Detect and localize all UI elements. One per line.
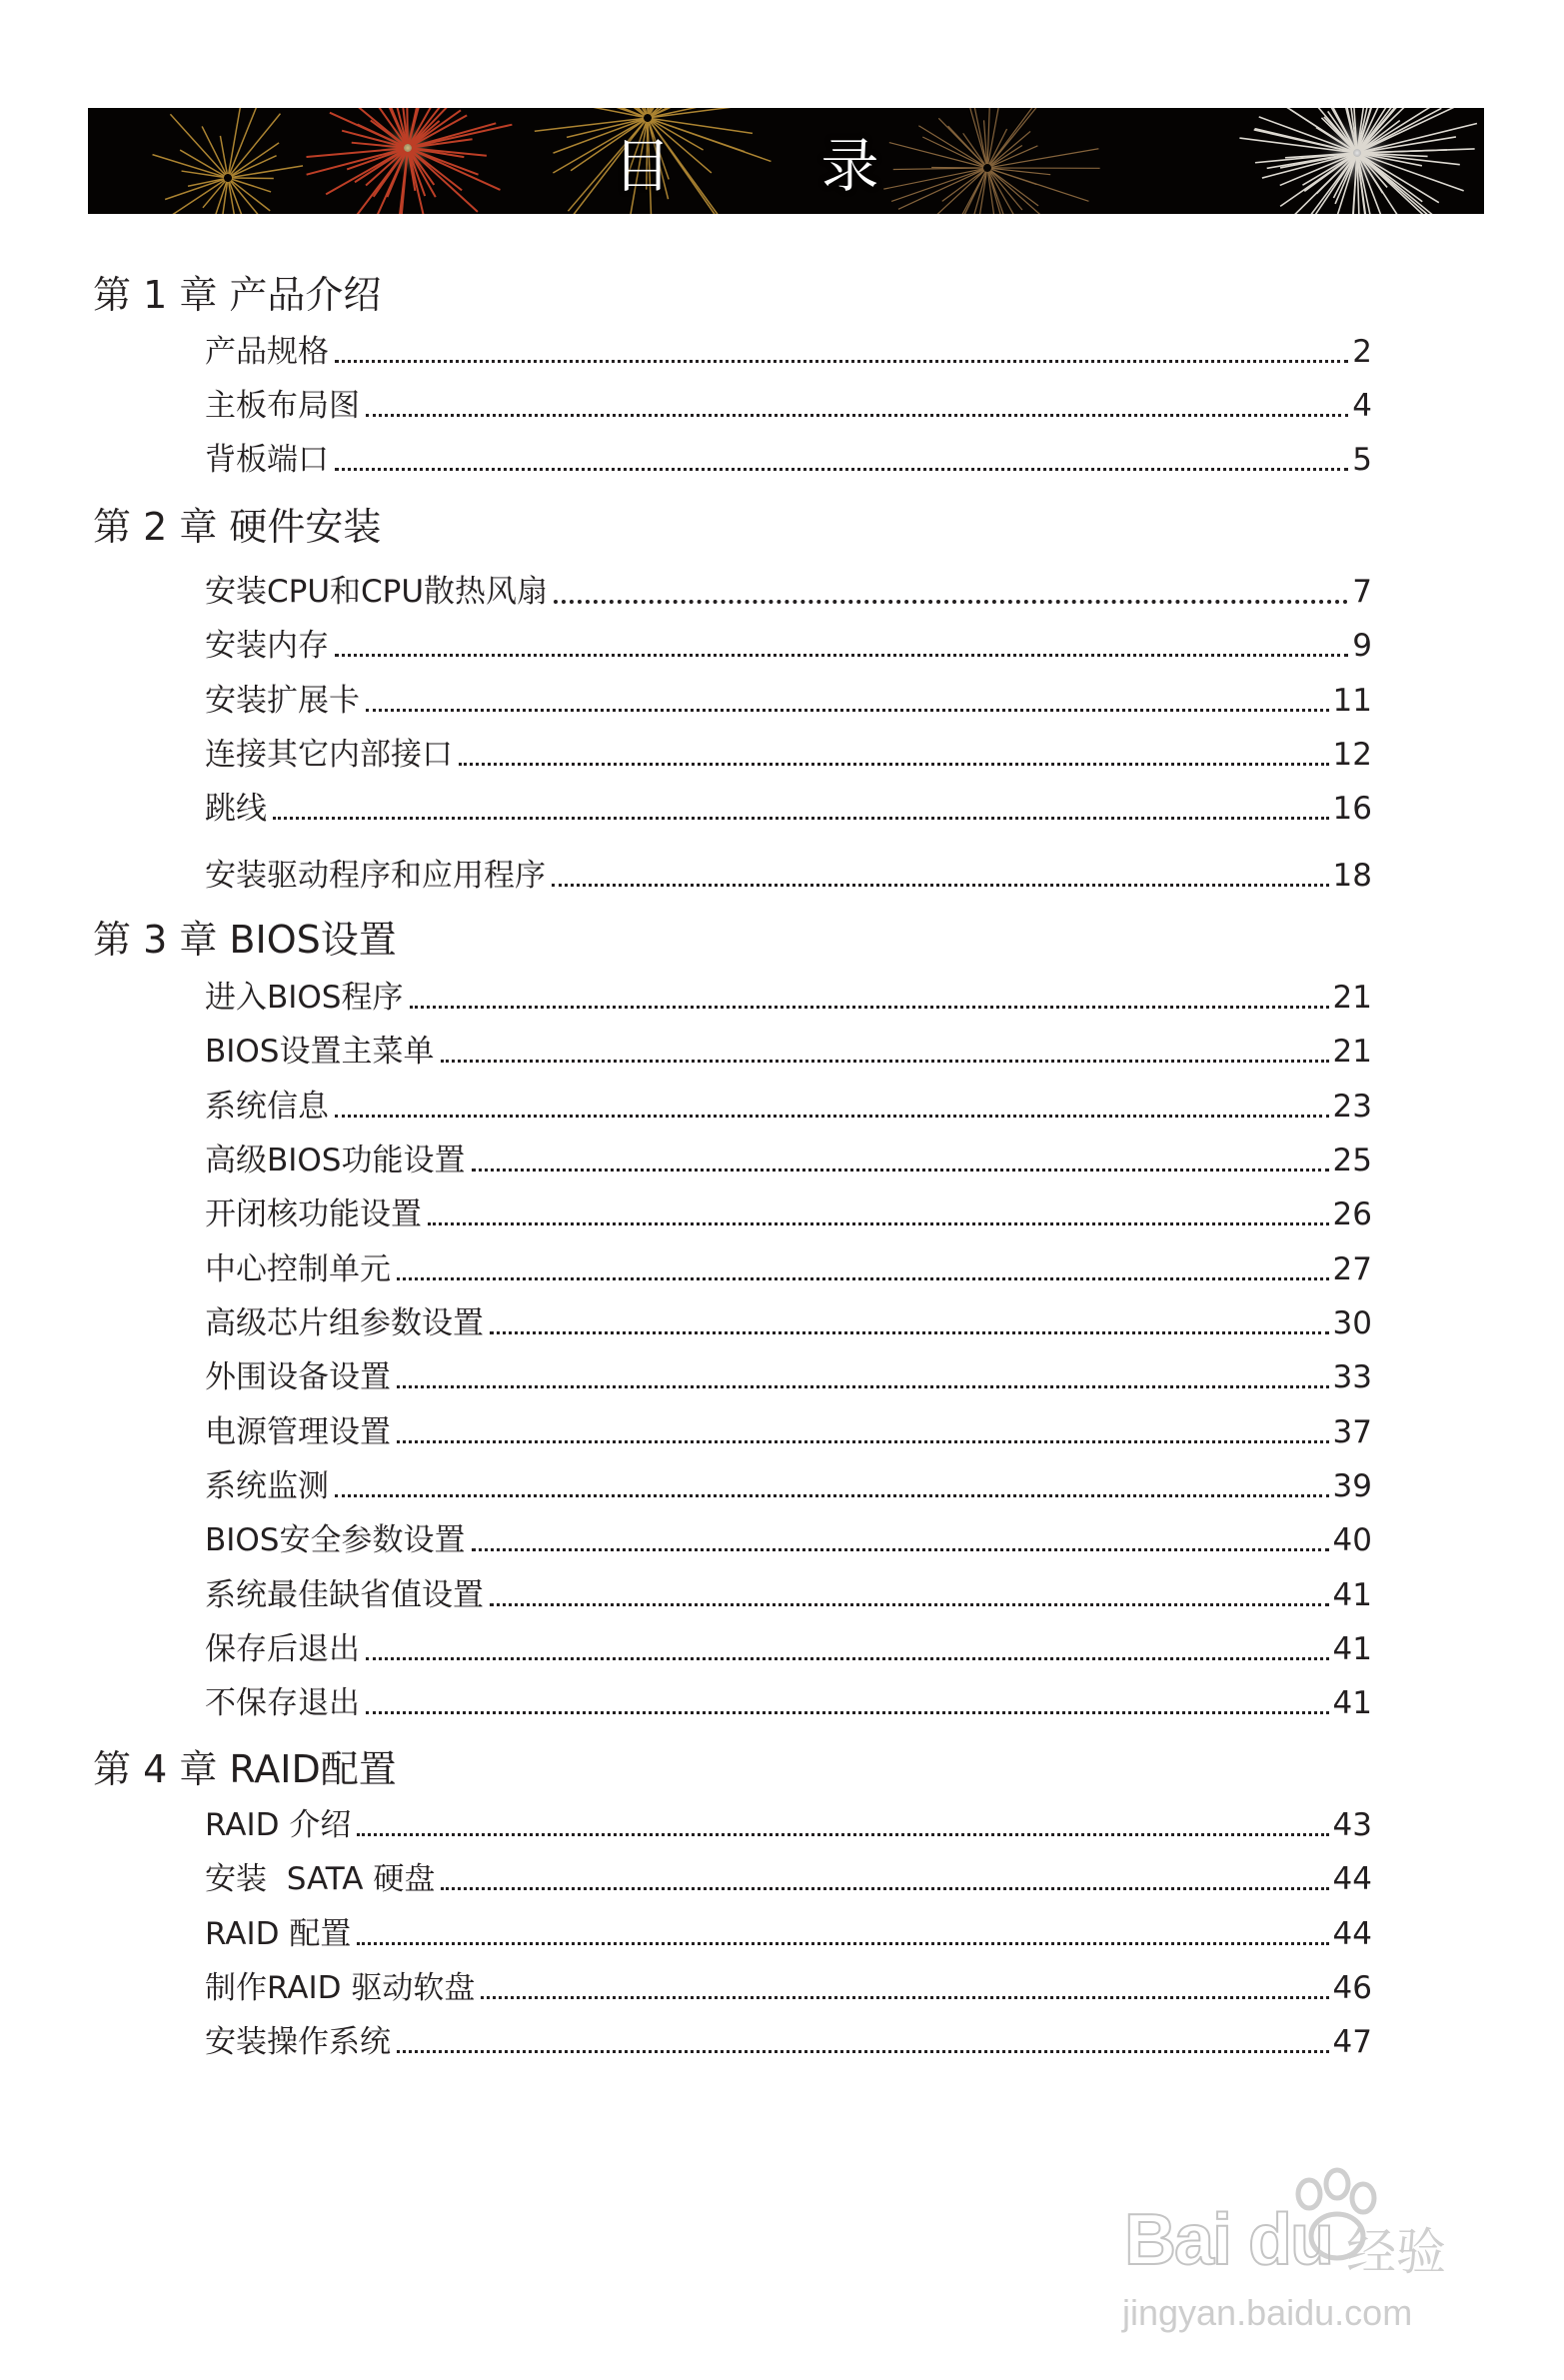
entry-page: 25 [1332,1143,1372,1179]
entry-page: 21 [1332,1034,1372,1070]
toc-entry[interactable] [205,1857,1372,1901]
dot-leader [366,1657,1329,1660]
dot-leader [335,654,1348,657]
jingyan-text: 经验 [1346,2223,1446,2281]
title-char-1: 目 [613,132,672,200]
entry-page: 39 [1332,1468,1372,1504]
toc-entry[interactable] [205,1301,1372,1345]
entry-label: 背板端口 [205,442,329,478]
toc-entry[interactable] [205,1355,1372,1399]
entry-page: 30 [1332,1305,1372,1341]
entry-page: 9 [1352,628,1372,664]
toc-entry[interactable] [205,854,1372,898]
toc-entry[interactable] [205,1030,1372,1074]
entry-page: 41 [1332,1685,1372,1721]
dot-leader [472,1548,1329,1551]
title-char-2: 录 [820,132,879,200]
entry-label: 外围设备设置 [205,1359,391,1395]
dot-leader [428,1222,1329,1225]
toc-entry[interactable] [205,1966,1372,2010]
entry-page: 16 [1332,791,1372,827]
entry-page: 7 [1352,574,1372,610]
entry-label: 安装CPU和CPU散热风扇 [205,574,549,610]
toc-entry[interactable] [205,570,1372,614]
dot-leader [397,2050,1329,2053]
entry-label: BIOS安全参数设置 [205,1522,466,1558]
entry-page: 40 [1332,1522,1372,1558]
entry-page: 46 [1332,1970,1372,2006]
entry-page: 41 [1332,1631,1372,1667]
toc-entry[interactable] [205,1247,1372,1291]
dot-leader [472,1169,1329,1172]
entry-label: 制作RAID 驱动软盘 [205,1970,476,2006]
baidu-watermark [1114,2164,1494,2354]
toc-entry[interactable] [205,1573,1372,1617]
watermark-url: jingyan.baidu.com [1122,2292,1413,2333]
entry-label: 开闭核功能设置 [205,1196,422,1232]
dot-leader [366,1711,1329,1714]
toc-entry[interactable] [205,1464,1372,1508]
entry-page: 4 [1352,388,1372,424]
entry-page: 33 [1332,1359,1372,1395]
dot-leader [357,1833,1328,1836]
entry-label: 产品规格 [205,334,329,370]
entry-page: 44 [1332,1861,1372,1897]
dot-leader [273,817,1329,820]
entry-page: 43 [1332,1807,1372,1843]
dot-leader [490,1603,1329,1606]
entry-label: BIOS设置主菜单 [205,1034,435,1070]
dot-leader [357,1942,1328,1945]
chapter-1-heading: 第 1 章 产品介绍 [93,273,382,317]
dot-leader [397,1385,1329,1388]
entry-page: 27 [1332,1251,1372,1287]
entry-label: 安装扩展卡 [205,683,360,719]
toc-entry[interactable] [205,2020,1372,2064]
entry-label: 系统最佳缺省值设置 [205,1577,484,1613]
toc-entry[interactable] [205,1518,1372,1562]
toc-entry[interactable] [205,679,1372,723]
entry-label: 系统信息 [205,1089,329,1125]
entry-page: 44 [1332,1916,1372,1952]
dot-leader [441,1060,1329,1063]
entry-label: 保存后退出 [205,1631,360,1667]
entry-label: 中心控制单元 [205,1251,391,1287]
toc-entry[interactable] [205,624,1372,668]
toc-entry[interactable] [205,1803,1372,1847]
entry-page: 26 [1332,1196,1372,1232]
toc-entry[interactable] [205,1192,1372,1236]
entry-page: 47 [1332,2024,1372,2060]
entry-label: 安装 SATA 硬盘 [205,1861,436,1897]
dot-leader [481,1996,1328,1999]
dot-leader [335,1115,1329,1118]
entry-label: 安装操作系统 [205,2024,391,2060]
toc-entry[interactable] [205,733,1372,777]
dot-leader [554,600,1348,604]
entry-label: 主板布局图 [205,388,360,424]
toc-entry[interactable] [205,438,1372,482]
toc-entry[interactable] [205,1139,1372,1183]
entry-label: 高级BIOS功能设置 [205,1143,466,1179]
toc-banner [88,108,1484,214]
entry-label: 安装内存 [205,628,329,664]
toc-entry[interactable] [205,330,1372,374]
dot-leader [335,468,1348,471]
dot-leader [441,1887,1328,1890]
dot-leader [335,1494,1329,1497]
dot-leader [459,763,1329,766]
toc-entry[interactable] [205,976,1372,1020]
toc-title [88,108,1444,214]
toc-entry[interactable] [205,787,1372,831]
baidu-logo-text: Bai du [1124,2200,1333,2280]
entry-page: 37 [1332,1414,1372,1450]
dot-leader [552,884,1329,887]
entry-label: 系统监测 [205,1468,329,1504]
entry-label: RAID 介绍 [205,1807,352,1843]
entry-page: 2 [1352,334,1372,370]
toc-entry[interactable] [205,1085,1372,1129]
entry-page: 41 [1332,1577,1372,1613]
entry-label: 进入BIOS程序 [205,980,404,1016]
chapter-2-heading: 第 2 章 硬件安装 [93,505,382,549]
entry-label: 连接其它内部接口 [205,737,453,773]
chapter-3-heading: 第 3 章 BIOS设置 [93,918,397,962]
entry-label: 电源管理设置 [205,1414,391,1450]
toc-entry[interactable] [205,1627,1372,1671]
entry-label: RAID 配置 [205,1916,352,1952]
entry-page: 5 [1352,442,1372,478]
dot-leader [366,414,1348,417]
dot-leader [397,1440,1329,1443]
entry-label: 跳线 [205,791,267,827]
chapter-4-heading: 第 4 章 RAID配置 [93,1747,397,1791]
entry-page: 21 [1332,980,1372,1016]
entry-page: 23 [1332,1089,1372,1125]
entry-page: 12 [1332,737,1372,773]
toc-entry[interactable] [205,1410,1372,1454]
entry-page: 18 [1332,858,1372,894]
toc-entry[interactable] [205,1681,1372,1725]
dot-leader [335,360,1348,363]
toc-entry[interactable] [205,384,1372,428]
entry-label: 高级芯片组参数设置 [205,1305,484,1341]
entry-page: 11 [1332,683,1372,719]
dot-leader [410,1006,1329,1009]
dot-leader [366,709,1329,712]
dot-leader [397,1277,1329,1280]
entry-label: 不保存退出 [205,1685,360,1721]
toc-entry[interactable] [205,1912,1372,1956]
entry-label: 安装驱动程序和应用程序 [205,858,546,894]
dot-leader [490,1331,1329,1334]
